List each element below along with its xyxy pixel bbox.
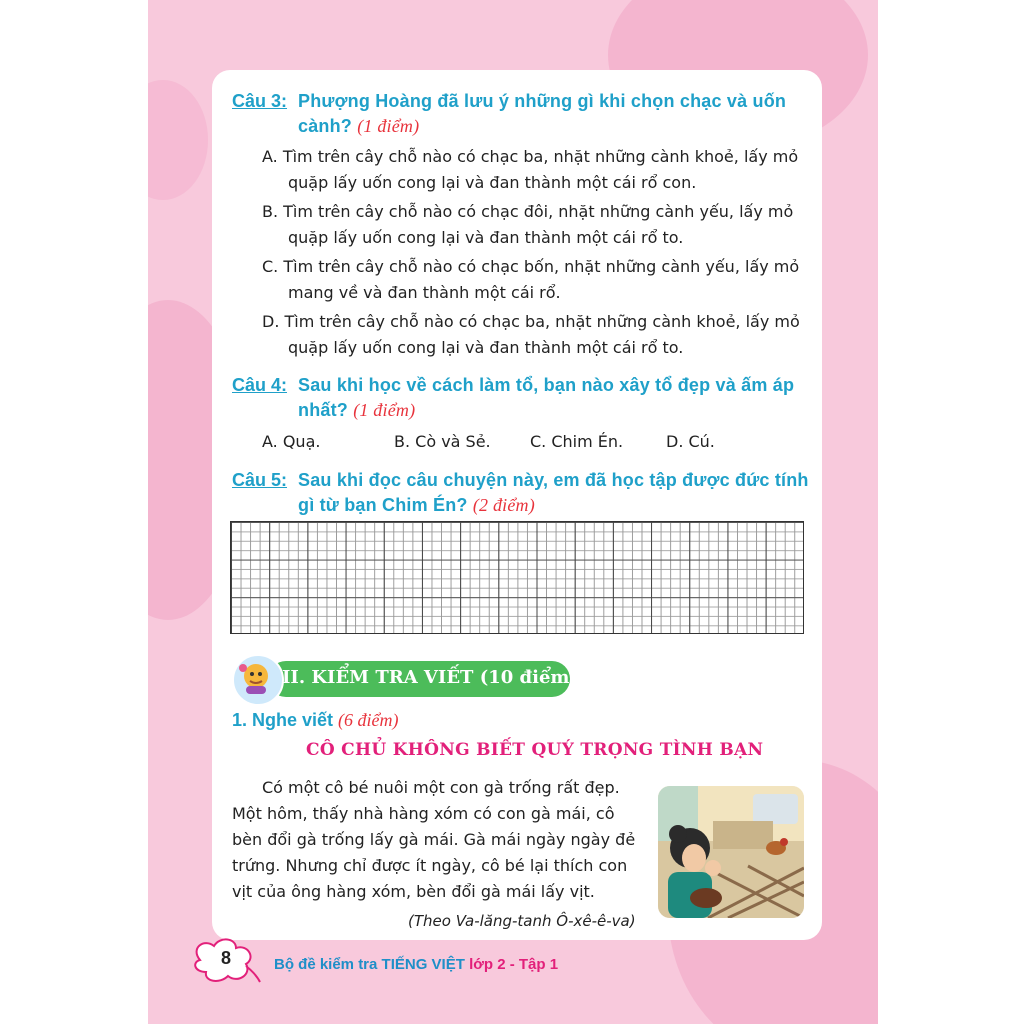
- story-line: Có một cô bé nuôi một con gà trống rất đẹp.: [262, 778, 620, 797]
- q4-option-b: B. Cò và Sẻ.: [394, 432, 491, 451]
- question-3-points: (1 điểm): [357, 116, 420, 136]
- story-line: vịt của ông hàng xóm, bèn đổi gà mái lấy vịt.: [232, 882, 595, 901]
- question-4-points: (1 điểm): [353, 400, 416, 420]
- story-title: CÔ CHỦ KHÔNG BIẾT QUÝ TRỌNG TÌNH BẠN: [306, 740, 764, 760]
- question-5-points: (2 điểm): [472, 495, 535, 515]
- dictation-label: 1. Nghe viết: [232, 710, 334, 730]
- bg-blob: [148, 80, 208, 200]
- question-5-label: Câu 5:: [232, 470, 288, 490]
- q4-option-c: C. Chim Én.: [530, 432, 624, 451]
- dictation-heading: [232, 710, 399, 731]
- q3-option-c-line2: mang về và đan thành một cái rổ.: [288, 283, 561, 302]
- footer-book-title: [274, 956, 558, 973]
- footer-title-part-b: lớp 2 - Tập 1: [469, 956, 559, 973]
- footer-title-part-a: Bộ đề kiểm tra TIẾNG VIỆT: [274, 956, 465, 973]
- question-5-text: Sau khi đọc câu chuyện này, em đã học tập được đức tính gì từ bạn Chim Én?: [298, 470, 809, 515]
- q3-option-d-line2: quặp lấy uốn cong lại và đan thành một cái rổ to.: [288, 338, 684, 357]
- story-illustration: [658, 786, 804, 918]
- q3-option-a-line1: A. Tìm trên cây chỗ nào có chạc ba, nhặt những cành khoẻ, lấy mỏ: [262, 147, 799, 166]
- question-3-label: Câu 3:: [232, 91, 288, 111]
- question-4-text: Sau khi học về cách làm tổ, bạn nào xây tổ đẹp và ấm áp nhất?: [298, 375, 795, 420]
- q3-option-c: [262, 254, 799, 306]
- writing-grid[interactable]: [230, 521, 804, 634]
- q3-option-a: [262, 144, 798, 196]
- question-4-label: Câu 4:: [232, 375, 288, 395]
- question-3-text: Phượng Hoàng đã lưu ý những gì khi chọn chạc và uốn cành?: [298, 91, 787, 136]
- q3-option-b-line2: quặp lấy uốn cong lại và đan thành một cái rổ to.: [288, 228, 684, 247]
- q3-option-b-line1: B. Tìm trên cây chỗ nào có chạc đôi, nhặt những cành yếu, lấy mỏ: [262, 202, 794, 221]
- story-credit: (Theo Va-lăng-tanh Ô-xê-ê-va): [408, 912, 636, 930]
- story-line: bèn đổi gà trống lấy gà mái. Gà mái ngày ngày đẻ: [232, 830, 636, 849]
- q3-option-a-line2: quặp lấy uốn cong lại và đan thành một cái rổ con.: [288, 173, 697, 192]
- q4-option-d: D. Cú.: [666, 432, 715, 451]
- q3-option-d: [262, 309, 800, 361]
- page-number: 8: [220, 948, 231, 968]
- mascot-icon: [232, 654, 284, 706]
- q4-option-a: A. Quạ.: [262, 432, 321, 451]
- q3-option-b: [262, 199, 793, 251]
- story-line: Một hôm, thấy nhà hàng xóm có con gà mái, cô: [232, 804, 615, 823]
- q3-option-d-line1: D. Tìm trên cây chỗ nào có chạc ba, nhặt những cành khoẻ, lấy mỏ: [262, 312, 800, 331]
- story-line: trứng. Nhưng chỉ được ít ngày, cô bé lại thích con: [232, 856, 628, 875]
- q3-option-c-line1: C. Tìm trên cây chỗ nào có chạc bốn, nhặt những cành yếu, lấy mỏ: [262, 257, 800, 276]
- dictation-points: (6 điểm): [338, 710, 399, 730]
- section-title: II. KIỂM TRA VIẾT (10 điểm): [282, 667, 578, 688]
